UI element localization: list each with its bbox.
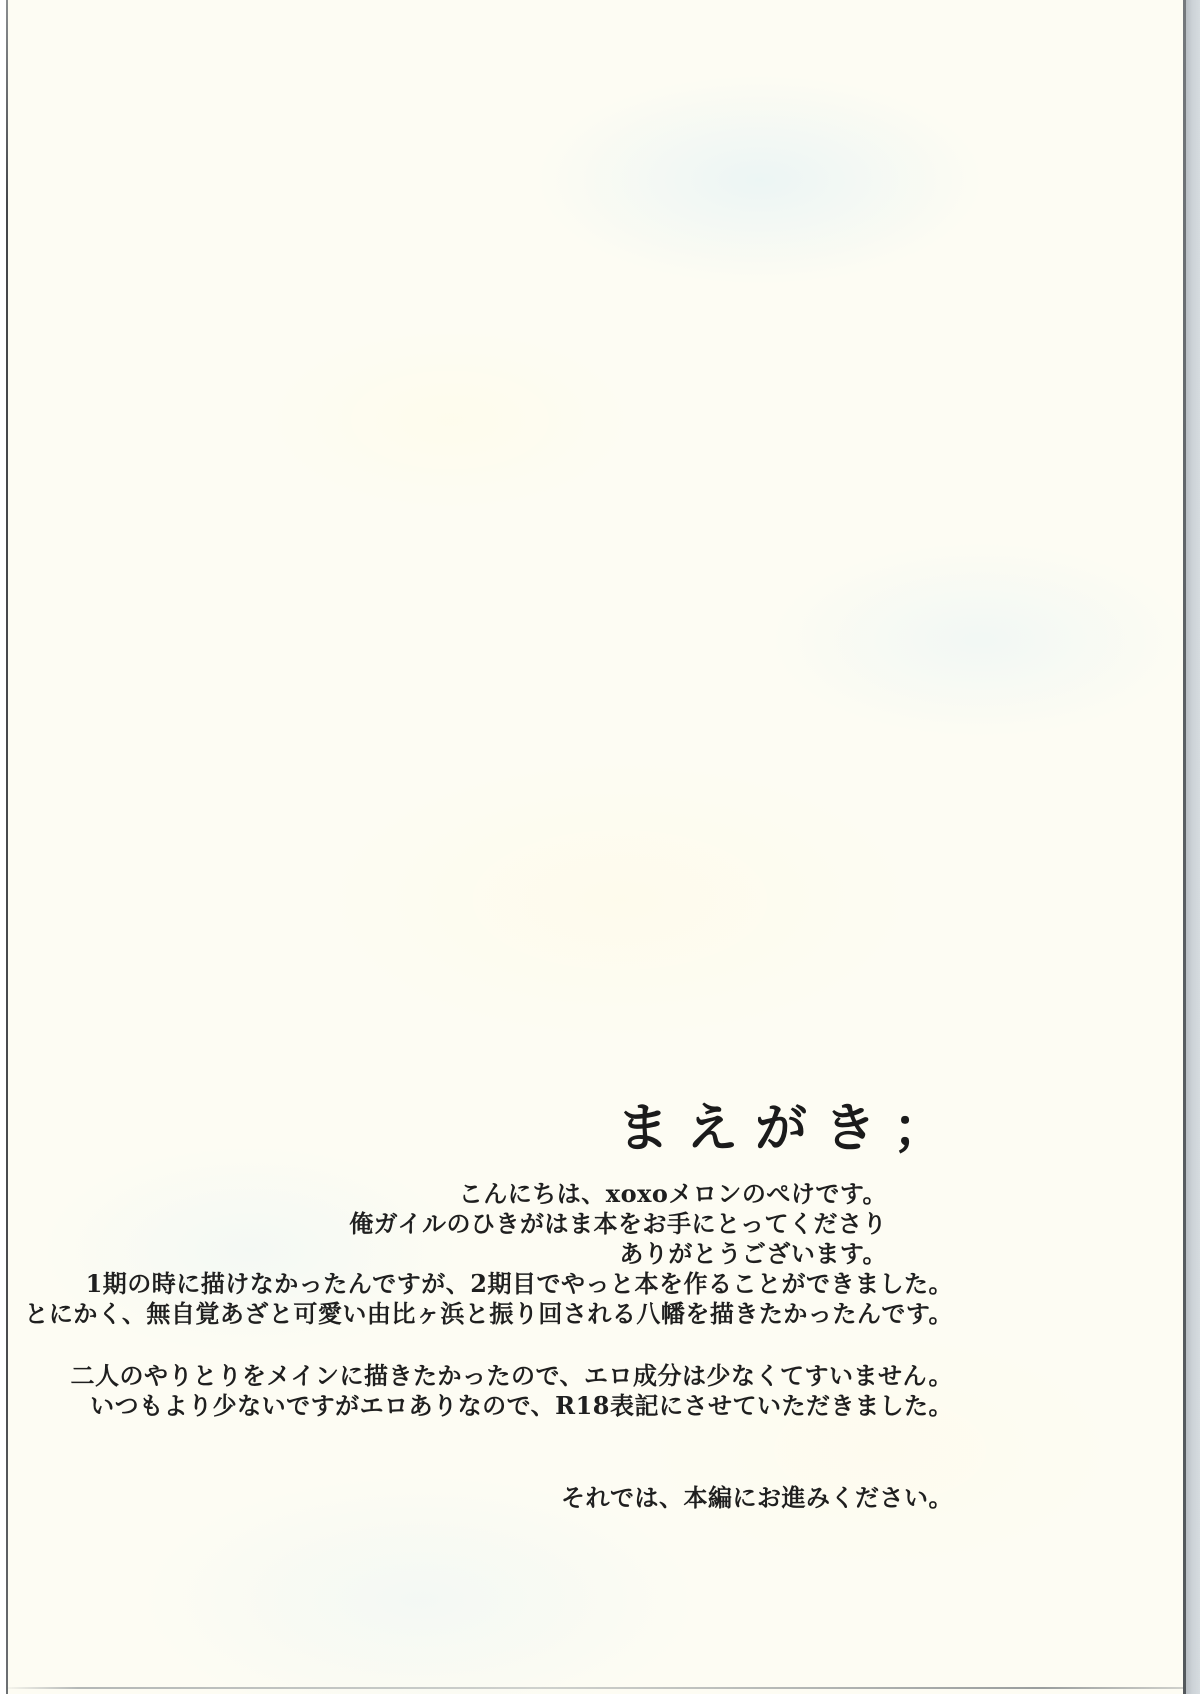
note-line-2: いつもより少ないですがエロありなので、R18表記にさせていただきました。 xyxy=(90,1391,953,1420)
greeting-line-5: とにかく、無自覚あざと可愛い由比ヶ浜と振り回される八幡を描きたかったんです。 xyxy=(24,1299,953,1328)
note-line-1: 二人のやりとりをメインに描きたかったので、エロ成分は少なくてすいません。 xyxy=(70,1361,953,1390)
closing-line: それでは、本編にお進みください。 xyxy=(561,1483,953,1512)
greeting-line-2: 俺ガイルのひきがはま本をお手にとってくださり xyxy=(349,1209,887,1238)
greeting-line-1: こんにちは、xoxoメロンのぺけです。 xyxy=(458,1179,887,1208)
scan-bottom-edge-line xyxy=(8,1687,1183,1689)
foreword-body xyxy=(24,1179,953,1513)
foreword-title: まえがき； xyxy=(616,1098,962,1159)
greeting-line-3: ありがとうございます。 xyxy=(619,1239,887,1268)
greeting-line-4: 1期の時に描けなかったんですが、2期目でやっと本を作ることができました。 xyxy=(85,1269,953,1298)
scan-right-edge-band xyxy=(1186,0,1200,1694)
paragraph-gap xyxy=(24,1421,953,1483)
scan-right-edge-line xyxy=(1183,0,1186,1694)
scan-left-edge-line xyxy=(6,0,8,1694)
paragraph-gap xyxy=(24,1329,953,1361)
